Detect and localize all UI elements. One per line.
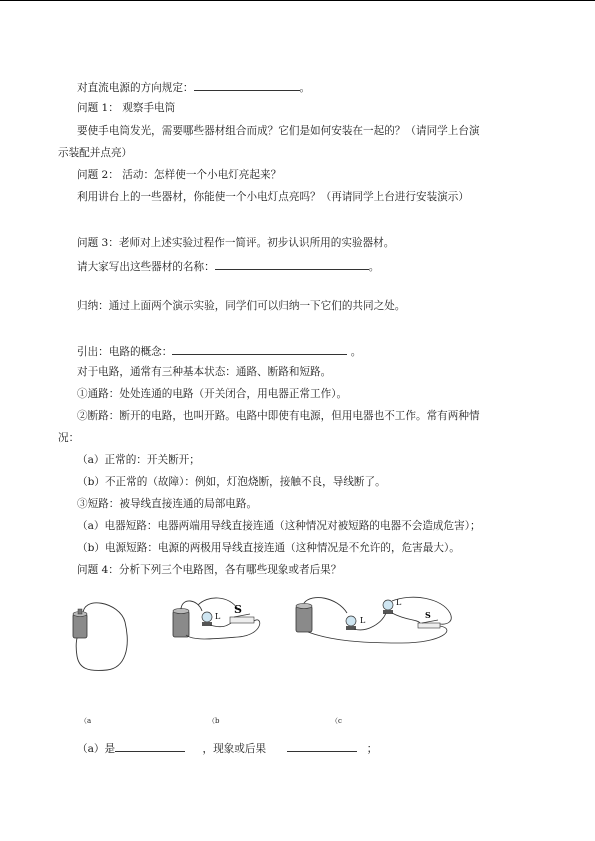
dc-direction-line: 对直流电源的方向规定： 。 — [77, 79, 310, 95]
question-4-title: 问题 4：分析下列三个电路图，各有哪些现象或者后果？ — [77, 564, 342, 576]
circuit-concept-blank[interactable] — [172, 343, 347, 355]
page-top-border — [0, 0, 595, 1]
equipment-names-line: 请大家写出这些器材的名称： 。 — [77, 258, 379, 274]
dc-direction-blank[interactable] — [194, 79, 300, 91]
closed-circuit-line: ①通路：处处连通的电路（开关闭合，用电器正常工作）。 — [77, 388, 348, 400]
answer-line-a: （a）是 ，现象或后果 ； — [77, 740, 377, 756]
figure-b-caption: （b — [208, 717, 220, 725]
question-2-title: 问题 2： 活动：怎样使一个小电灯亮起来？ — [77, 169, 282, 181]
circuit-concept-line: 引出：电路的概念： 。 — [77, 343, 361, 359]
circuit-diagram-a — [65, 598, 165, 683]
short-circuit-line: ③短路：被导线直接连通的局部电路。 — [77, 498, 258, 510]
lamp-label-c2: L — [396, 598, 402, 607]
open-circuit-line: ②断路：断开的电路，也叫开路。电路中即使有电源，但用电器也不工作。常有两种情 — [77, 410, 480, 422]
appliance-short-line: （a）电器短路：电器两端用导线直接连通（这种情况对被短路的电器不会造成危害）； — [77, 520, 481, 532]
switch-label-c: S — [425, 610, 431, 620]
question-3-title: 问题 3：老师对上述实验过程作一简评。初步认识所用的实验器材。 — [77, 237, 395, 249]
answer-a-consequence-blank[interactable] — [287, 740, 357, 752]
switch-label-b: S — [234, 603, 242, 616]
open-fault-line: （b）不正常的（故障）：例如，灯泡烧断，接触不良，导线断了。 — [77, 476, 386, 488]
source-short-line: （b）电源短路：电源的两极用导线直接连通（这种情况是不允许的，危害最大）。 — [77, 542, 460, 554]
figure-a-caption: （a — [80, 717, 92, 725]
question-1-text-cont: 示装配并点亮） — [58, 147, 133, 159]
question-1-title: 问题 1： 观察手电筒 — [77, 102, 176, 114]
lamp-label-b: L — [215, 612, 221, 621]
question-1-text: 要使手电筒发光，需要哪些器材组合而成？它们是如何安装在一起的？（请同学上台演 — [77, 125, 480, 137]
circuit-states-line: 对于电路，通常有三种基本状态：通路、断路和短路。 — [77, 366, 332, 378]
lamp-label-c1: L — [360, 616, 366, 625]
equipment-names-blank[interactable] — [215, 258, 369, 270]
answer-a-blank[interactable] — [115, 740, 185, 752]
summary-line: 归纳：通过上面两个演示实验，同学们可以归纳一下它们的共同之处。 — [77, 300, 406, 312]
open-normal-line: （a）正常的：开关断开； — [77, 454, 200, 466]
circuit-diagram-c — [292, 593, 467, 668]
open-circuit-line-cont: 况： — [58, 432, 80, 444]
circuit-diagram-b — [168, 595, 288, 670]
figure-c-caption: （c — [331, 717, 342, 725]
question-2-text: 利用讲台上的一些器材，你能使一个小电灯点亮吗？（再请同学上台进行安装演示） — [77, 191, 469, 203]
